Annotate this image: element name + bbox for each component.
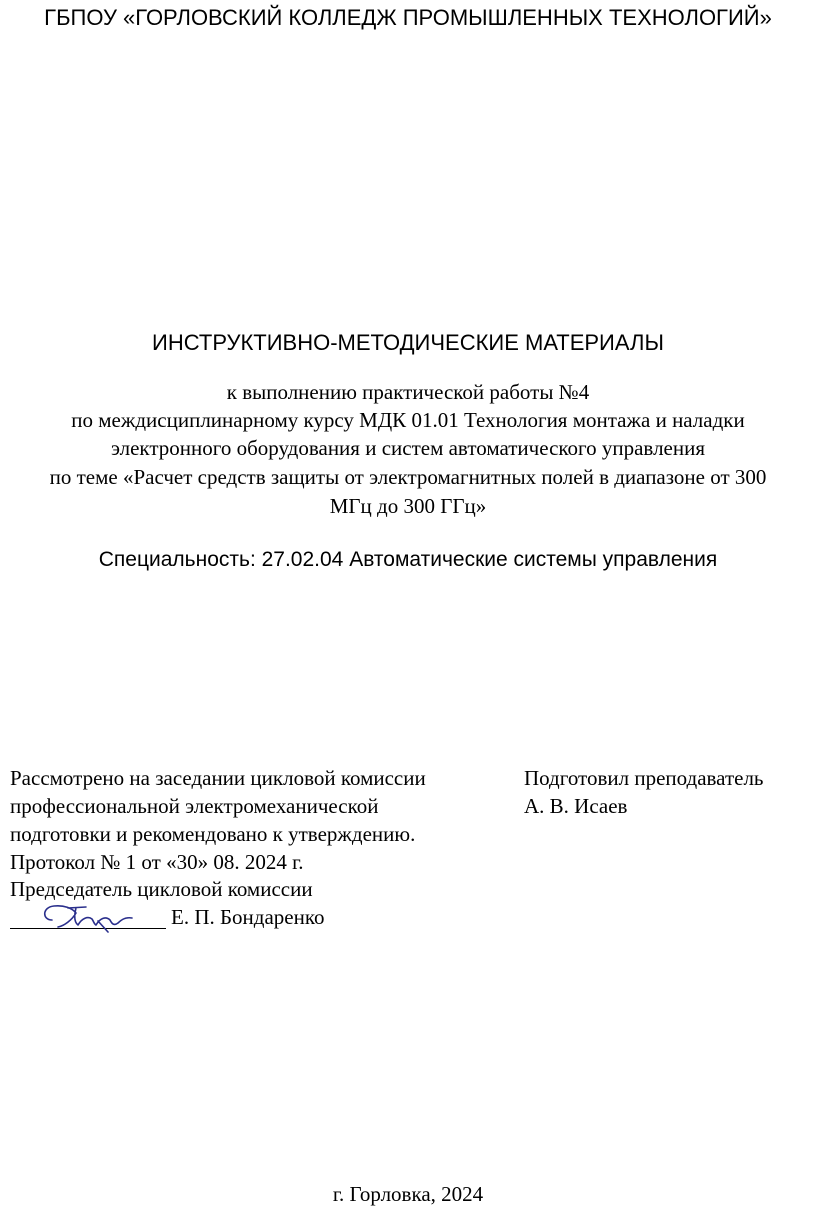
author-name: А. В. Исаев xyxy=(524,794,628,818)
institution-header: ГБПОУ «ГОРЛОВСКИЙ КОЛЛЕДЖ ПРОМЫШЛЕННЫХ ТЕХНОЛОГИЙ» xyxy=(44,5,772,30)
approval-line-3: подготовки и рекомендовано к утверждению. xyxy=(10,822,416,846)
approval-line-2: профессиональной электромеханической xyxy=(10,794,379,818)
author-role: Подготовил преподаватель xyxy=(524,766,764,790)
handwritten-signature xyxy=(36,898,146,932)
subtitle-line-4: по теме «Расчет средств защиты от электромагнитных полей в диапазоне от 300 xyxy=(49,465,767,489)
chair-title-line: Председатель цикловой комиссии xyxy=(10,877,313,901)
approval-line-1: Рассмотрено на заседании цикловой комиссии xyxy=(10,766,426,790)
subtitle-line-1: к выполнению практической работы №4 xyxy=(226,380,590,404)
city-year-footer: г. Горловка, 2024 xyxy=(332,1182,484,1206)
specialty-line: Специальность: 27.02.04 Автоматические системы управления xyxy=(98,548,718,571)
subtitle-line-2: по междисциплинарному курсу МДК 01.01 Технология монтажа и наладки xyxy=(71,408,745,432)
document-title: ИНСТРУКТИВНО-МЕТОДИЧЕСКИЕ МАТЕРИАЛЫ xyxy=(152,330,664,355)
subtitle-line-5: МГц до 300 ГГц» xyxy=(329,494,487,518)
signature-field xyxy=(10,898,166,932)
chair-name: Е. П. Бондаренко xyxy=(171,905,325,929)
subtitle-line-3: электронного оборудования и систем автоматического управления xyxy=(110,436,706,460)
protocol-line: Протокол № 1 от «30» 08. 2024 г. xyxy=(10,850,304,874)
